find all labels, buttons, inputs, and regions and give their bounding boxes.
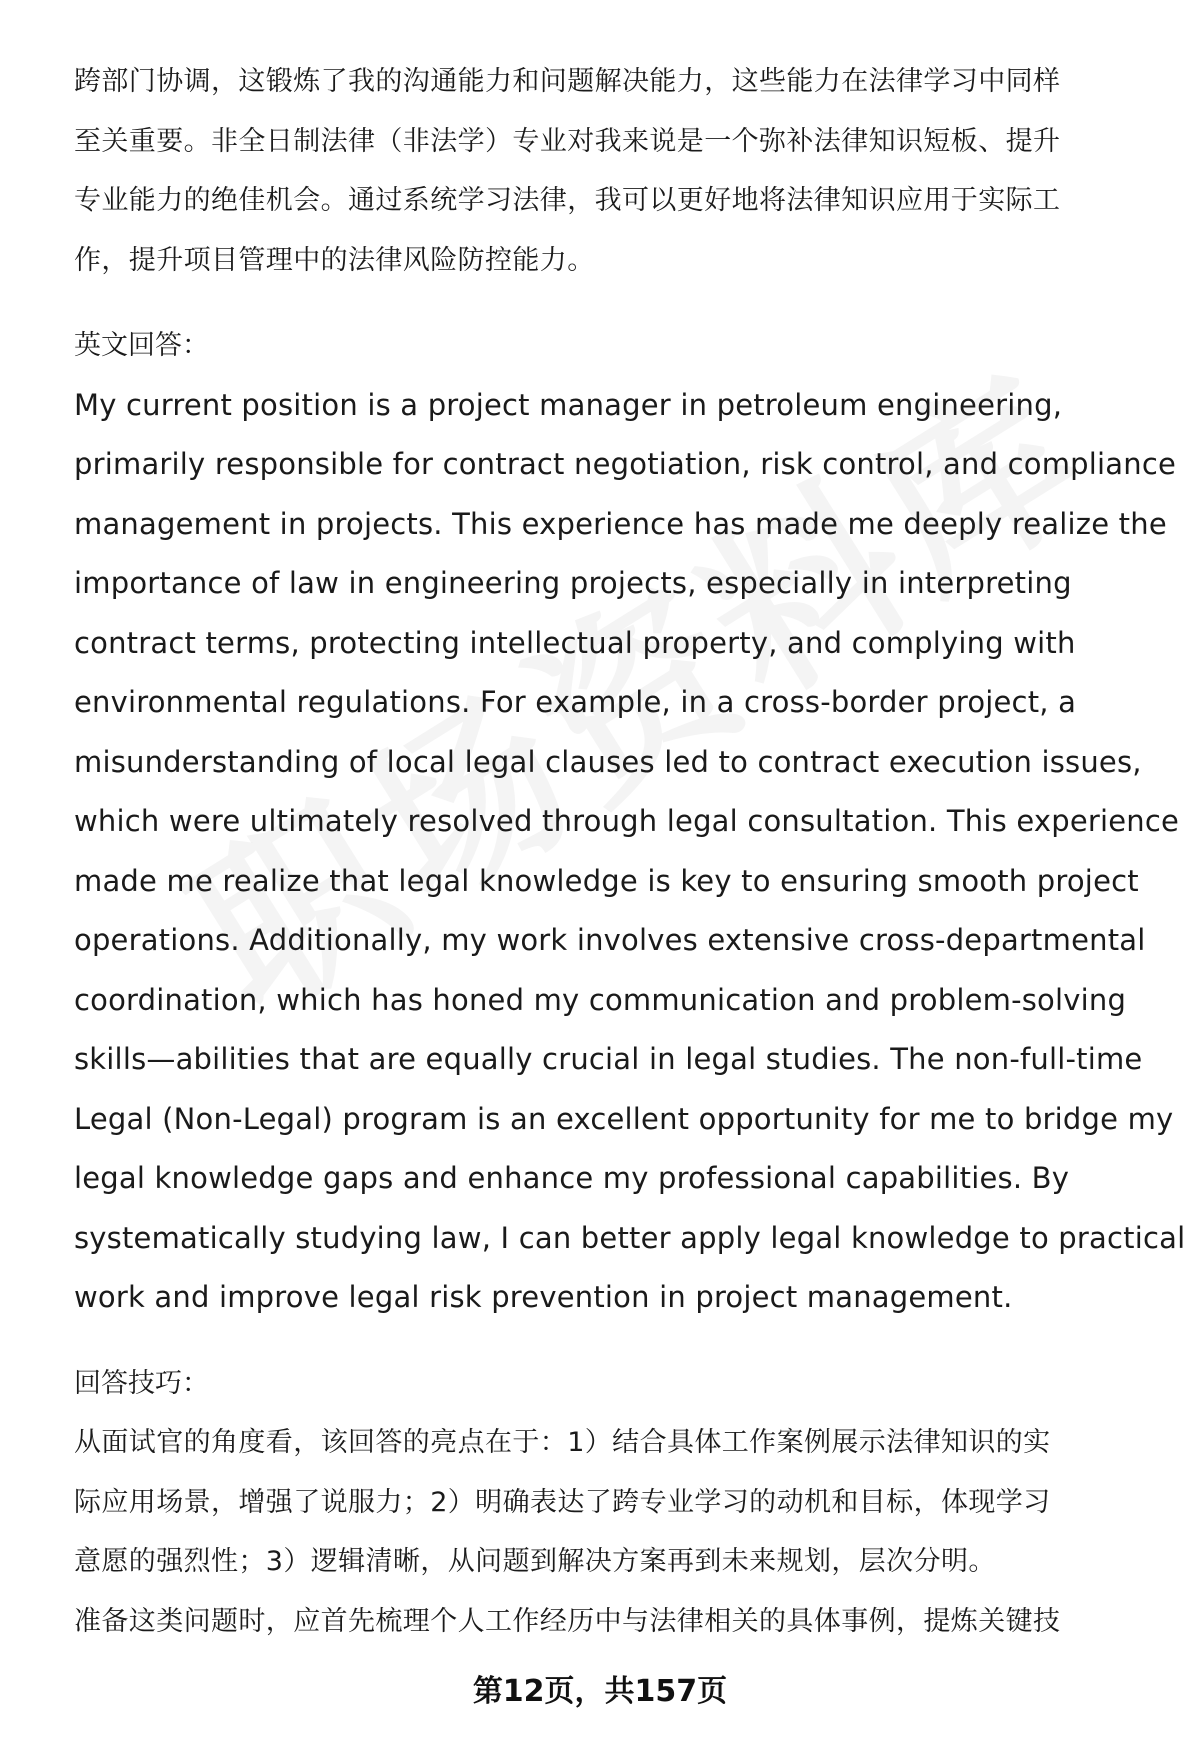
section-heading: 英文回答： <box>74 330 209 361</box>
text-line: management in projects. This experience has made me deeply realize the <box>74 506 1167 541</box>
text-line: misunderstanding of local legal clauses led to contract execution issues, <box>74 744 1142 779</box>
text-line: legal knowledge gaps and enhance my professional capabilities. By <box>74 1161 1070 1195</box>
text-line: systematically studying law, I can better apply legal knowledge to practical <box>74 1220 1186 1255</box>
text-line: Legal (Non-Legal) program is an excellent opportunity for me to bridge my <box>74 1101 1174 1136</box>
text-line: 专业能力的绝佳机会。通过系统学习法律，我可以更好地将法律知识应用于实际工 <box>74 185 1061 216</box>
text-line: which were ultimately resolved through legal consultation. This experience <box>74 804 1180 838</box>
text-line: contract terms, protecting intellectual property, and complying with <box>74 625 1076 660</box>
text-line: 从面试官的角度看，该回答的亮点在于：1）结合具体工作案例展示法律知识的实 <box>74 1427 1051 1458</box>
text-line: operations. Additionally, my work involves extensive cross-departmental <box>74 923 1146 957</box>
text-line: work and improve legal risk prevention in project management. <box>74 1280 1013 1314</box>
document-body <box>74 52 1186 1651</box>
text-line: primarily responsible for contract negotiation, risk control, and compliance <box>74 447 1177 481</box>
text-line: made me realize that legal knowledge is key to ensuring smooth project <box>74 863 1139 898</box>
text-line: coordination, which has honed my communication and problem-solving <box>74 982 1127 1017</box>
text-line: My current position is a project manager in petroleum engineering, <box>74 387 1063 422</box>
text-line: importance of law in engineering projects, especially in interpreting <box>74 566 1072 600</box>
text-line: 际应用场景，增强了说服力；2）明确表达了跨专业学习的动机和目标，体现学习 <box>74 1486 1051 1518</box>
text-line: 至关重要。非全日制法律（非法学）专业对我来说是一个弥补法律知识短板、提升 <box>74 125 1061 157</box>
text-line: 意愿的强烈性；3）逻辑清晰，从问题到解决方案再到未来规划，层次分明。 <box>74 1546 996 1577</box>
text-line: 跨部门协调，这锻炼了我的沟通能力和问题解决能力，这些能力在法律学习中同样 <box>74 66 1061 97</box>
page-number: 第12页，共157页 <box>472 1674 728 1709</box>
text-line: skills—abilities that are equally crucial in legal studies. The non-full-time <box>74 1042 1143 1076</box>
section-heading: 回答技巧： <box>74 1367 209 1399</box>
text-line: 作，提升项目管理中的法律风险防控能力。 <box>74 244 595 276</box>
intro-paragraph <box>74 52 1144 290</box>
english-answer-section <box>74 316 1186 1328</box>
text-line: 准备这类问题时，应首先梳理个人工作经历中与法律相关的具体事例，提炼关键技 <box>74 1605 1061 1637</box>
tips-section <box>74 1354 1144 1652</box>
text-line: environmental regulations. For example, in a cross-border project, a <box>74 685 1077 719</box>
